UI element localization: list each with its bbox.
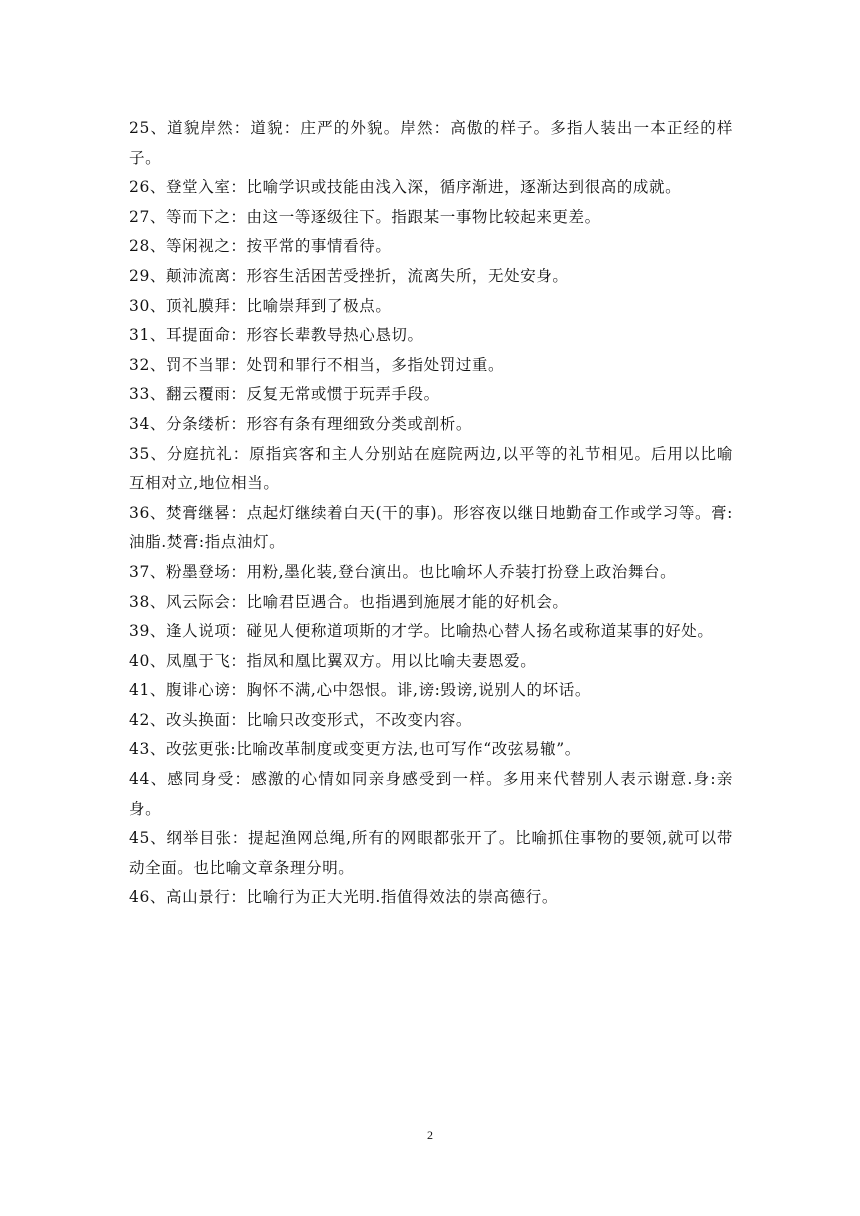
idiom-entry-32: 32、罚不当罪：处罚和罪行不相当，多指处罚过重。 bbox=[129, 355, 505, 374]
idiom-entry-26: 26、登堂入室：比喻学识或技能由浅入深，循序渐进，逐渐达到很高的成就。 bbox=[129, 178, 682, 197]
idiom-entry-27: 27、等而下之：由这一等逐级往下。指跟某一事物比较起来更差。 bbox=[129, 207, 601, 226]
idiom-entry-46: 46、高山景行：比喻行为正大光明.指值得效法的崇高德行。 bbox=[129, 888, 558, 907]
idiom-entry-42: 42、改头换面：比喻只改变形式，不改变内容。 bbox=[129, 710, 472, 729]
idiom-entry-38: 38、风云际会：比喻君臣遇合。也指遇到施展才能的好机会。 bbox=[129, 592, 569, 611]
idiom-entry-45: 45、纲举目张：提起渔网总绳,所有的网眼都张开了。比喻抓住事物的要领,就可以带动全面。也比喻文章条理分明。 bbox=[129, 829, 733, 877]
idiom-entry-28: 28、等闲视之：按平常的事情看待。 bbox=[129, 237, 392, 256]
idiom-entry-44: 44、感同身受：感激的心情如同亲身感受到一样。多用来代替别人表示谢意.身:亲身。 bbox=[129, 770, 733, 818]
idiom-entry-36: 36、焚膏继晷：点起灯继续着白天(干的事)。形容夜以继日地勤奋工作或学习等。膏:油脂.焚膏:指点油灯。 bbox=[129, 503, 733, 552]
idiom-list bbox=[129, 114, 733, 913]
idiom-entry-25: 25、道貌岸然：道貌：庄严的外貌。岸然：高傲的样子。多指人装出一本正经的样子。 bbox=[129, 119, 733, 167]
idiom-entry-41: 41、腹诽心谤：胸怀不满,心中怨恨。诽,谤:毁谤,说别人的坏话。 bbox=[129, 681, 591, 700]
idiom-entry-35: 35、分庭抗礼：原指宾客和主人分别站在庭院两边,以平等的礼节相见。后用以比喻互相对立,地位相当。 bbox=[129, 444, 733, 493]
idiom-entry-29: 29、颠沛流离：形容生活困苦受挫折，流离失所，无处安身。 bbox=[129, 266, 569, 285]
idiom-entry-31: 31、耳提面命：形容长辈教导热心恳切。 bbox=[129, 326, 424, 345]
page-number: 2 bbox=[427, 1128, 433, 1142]
idiom-entry-33: 33、翻云覆雨：反复无常或惯于玩弄手段。 bbox=[129, 385, 440, 404]
idiom-entry-40: 40、凤凰于飞：指凤和凰比翼双方。用以比喻夫妻恩爱。 bbox=[129, 651, 537, 670]
idiom-entry-43: 43、改弦更张:比喻改革制度或变更方法,也可写作“改弦易辙”。 bbox=[129, 740, 581, 759]
idiom-entry-37: 37、粉墨登场：用粉,墨化装,登台演出。也比喻坏人乔装打扮登上政治舞台。 bbox=[129, 562, 677, 581]
idiom-entry-39: 39、逢人说项：碰见人便称道项斯的才学。比喻热心替人扬名或称道某事的好处。 bbox=[129, 622, 714, 641]
idiom-entry-34: 34、分条缕析：形容有条有理细致分类或剖析。 bbox=[129, 414, 472, 433]
idiom-entry-30: 30、顶礼膜拜：比喻崇拜到了极点。 bbox=[129, 296, 392, 315]
